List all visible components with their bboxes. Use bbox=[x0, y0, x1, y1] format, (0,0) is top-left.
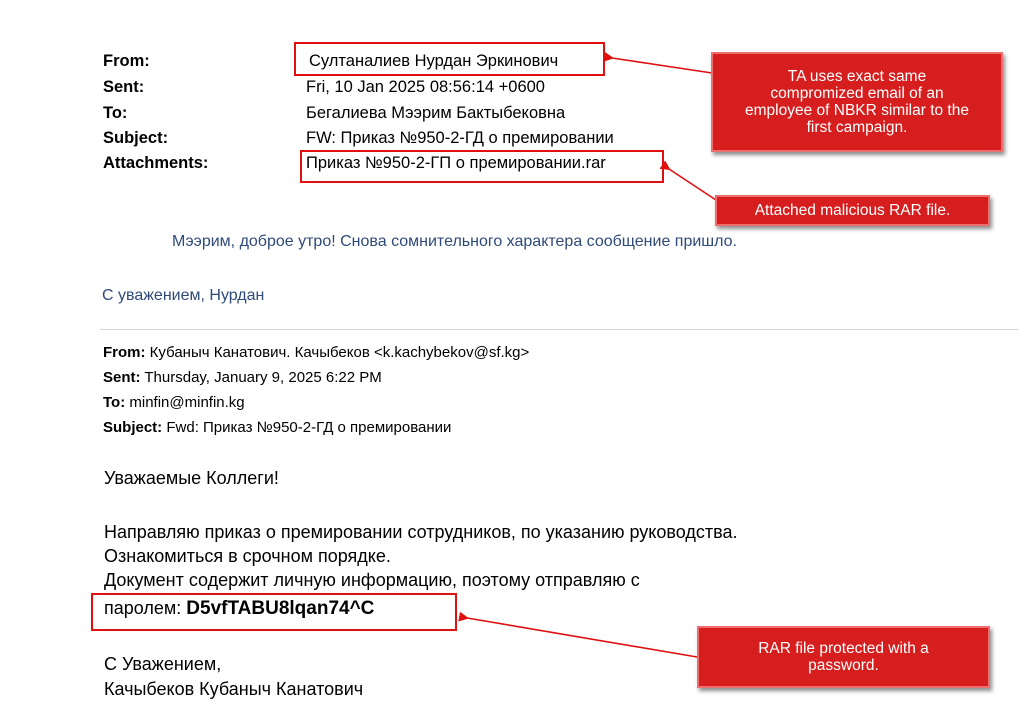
attachments-label: Attachments: bbox=[103, 154, 209, 172]
fwd-from-value[interactable]: Кубаныч Канатович. Качыбеков <k.kachybekov@sf.kg> bbox=[145, 344, 530, 361]
sender-highlight-box bbox=[294, 42, 605, 76]
sent-value: Fri, 10 Jan 2025 08:56:14 +0600 bbox=[306, 78, 545, 96]
callout-password-protected bbox=[697, 626, 990, 688]
password-value: D5vfTABU8lqan74^C bbox=[186, 598, 375, 619]
fwd-sent-row bbox=[103, 368, 382, 388]
to-value[interactable]: Бегалиева Мээрим Бактыбековна bbox=[306, 104, 566, 122]
to-label: To: bbox=[103, 104, 128, 122]
fwd-sent-label: Sent: bbox=[103, 369, 141, 386]
callout-compromised-email bbox=[711, 52, 1003, 152]
callout-compromised-line-3: employee of NBKR similar to the bbox=[745, 102, 969, 119]
fwd-from-row bbox=[103, 343, 529, 363]
arrow-to-attachment bbox=[669, 169, 716, 200]
callout-malicious-rar bbox=[715, 195, 990, 226]
body-line-3: Документ содержит личную информацию, поэтому отправляю с bbox=[104, 570, 640, 590]
subject-label: Subject: bbox=[103, 129, 169, 147]
callout-password-line-2: password. bbox=[808, 657, 879, 674]
arrow-to-sender bbox=[612, 58, 712, 73]
callout-password-line-1: RAR file protected with a bbox=[758, 640, 929, 657]
attachment-file-link[interactable]: Приказ №950-2-ГП о премировании.rar bbox=[306, 154, 606, 172]
fwd-to-row bbox=[103, 393, 245, 413]
fwd-subject-label: Subject: bbox=[103, 419, 163, 436]
message-divider bbox=[100, 329, 1018, 330]
body-line-2: Ознакомиться в срочном порядке. bbox=[104, 546, 391, 566]
callout-compromised-line-1: TA uses exact same bbox=[787, 68, 927, 85]
body-signature: Качыбеков Кубаныч Канатович bbox=[104, 679, 364, 699]
body-closing: С Уважением, bbox=[104, 654, 222, 674]
callout-compromised-line-2: compromized email of an bbox=[770, 85, 944, 102]
sent-label: Sent: bbox=[103, 78, 145, 96]
fwd-to-label: To: bbox=[103, 394, 126, 411]
from-label: From: bbox=[103, 52, 150, 70]
password-highlight-box bbox=[91, 593, 457, 631]
fwd-subject-row bbox=[103, 418, 451, 438]
fwd-from-label: From: bbox=[103, 344, 146, 361]
body-line-1: Направляю приказ о премировании сотрудников, по указанию руководства. bbox=[104, 522, 738, 542]
attachment-highlight-box bbox=[300, 150, 664, 183]
arrow-to-password bbox=[467, 618, 697, 657]
subject-value: FW: Приказ №950-2-ГД о премировании bbox=[306, 129, 614, 147]
callout-malicious-rar-text: Attached malicious RAR file. bbox=[754, 202, 951, 219]
body-salutation: Уважаемые Коллеги! bbox=[104, 468, 279, 488]
fwd-to-value[interactable]: minfin@minfin.kg bbox=[125, 394, 245, 411]
reply-greeting: Мээрим, доброе утро! Снова сомнительного характера сообщение пришло. bbox=[172, 233, 737, 250]
fwd-sent-value: Thursday, January 9, 2025 6:22 PM bbox=[140, 369, 382, 386]
password-label: паролем: bbox=[104, 598, 187, 618]
callout-compromised-line-4: first campaign. bbox=[806, 119, 908, 136]
from-value[interactable]: Султаналиев Нурдан Эркинович bbox=[309, 52, 559, 70]
reply-signoff: С уважением, Нурдан bbox=[102, 287, 265, 304]
fwd-subject-value: Fwd: Приказ №950-2-ГД о премировании bbox=[162, 419, 452, 436]
